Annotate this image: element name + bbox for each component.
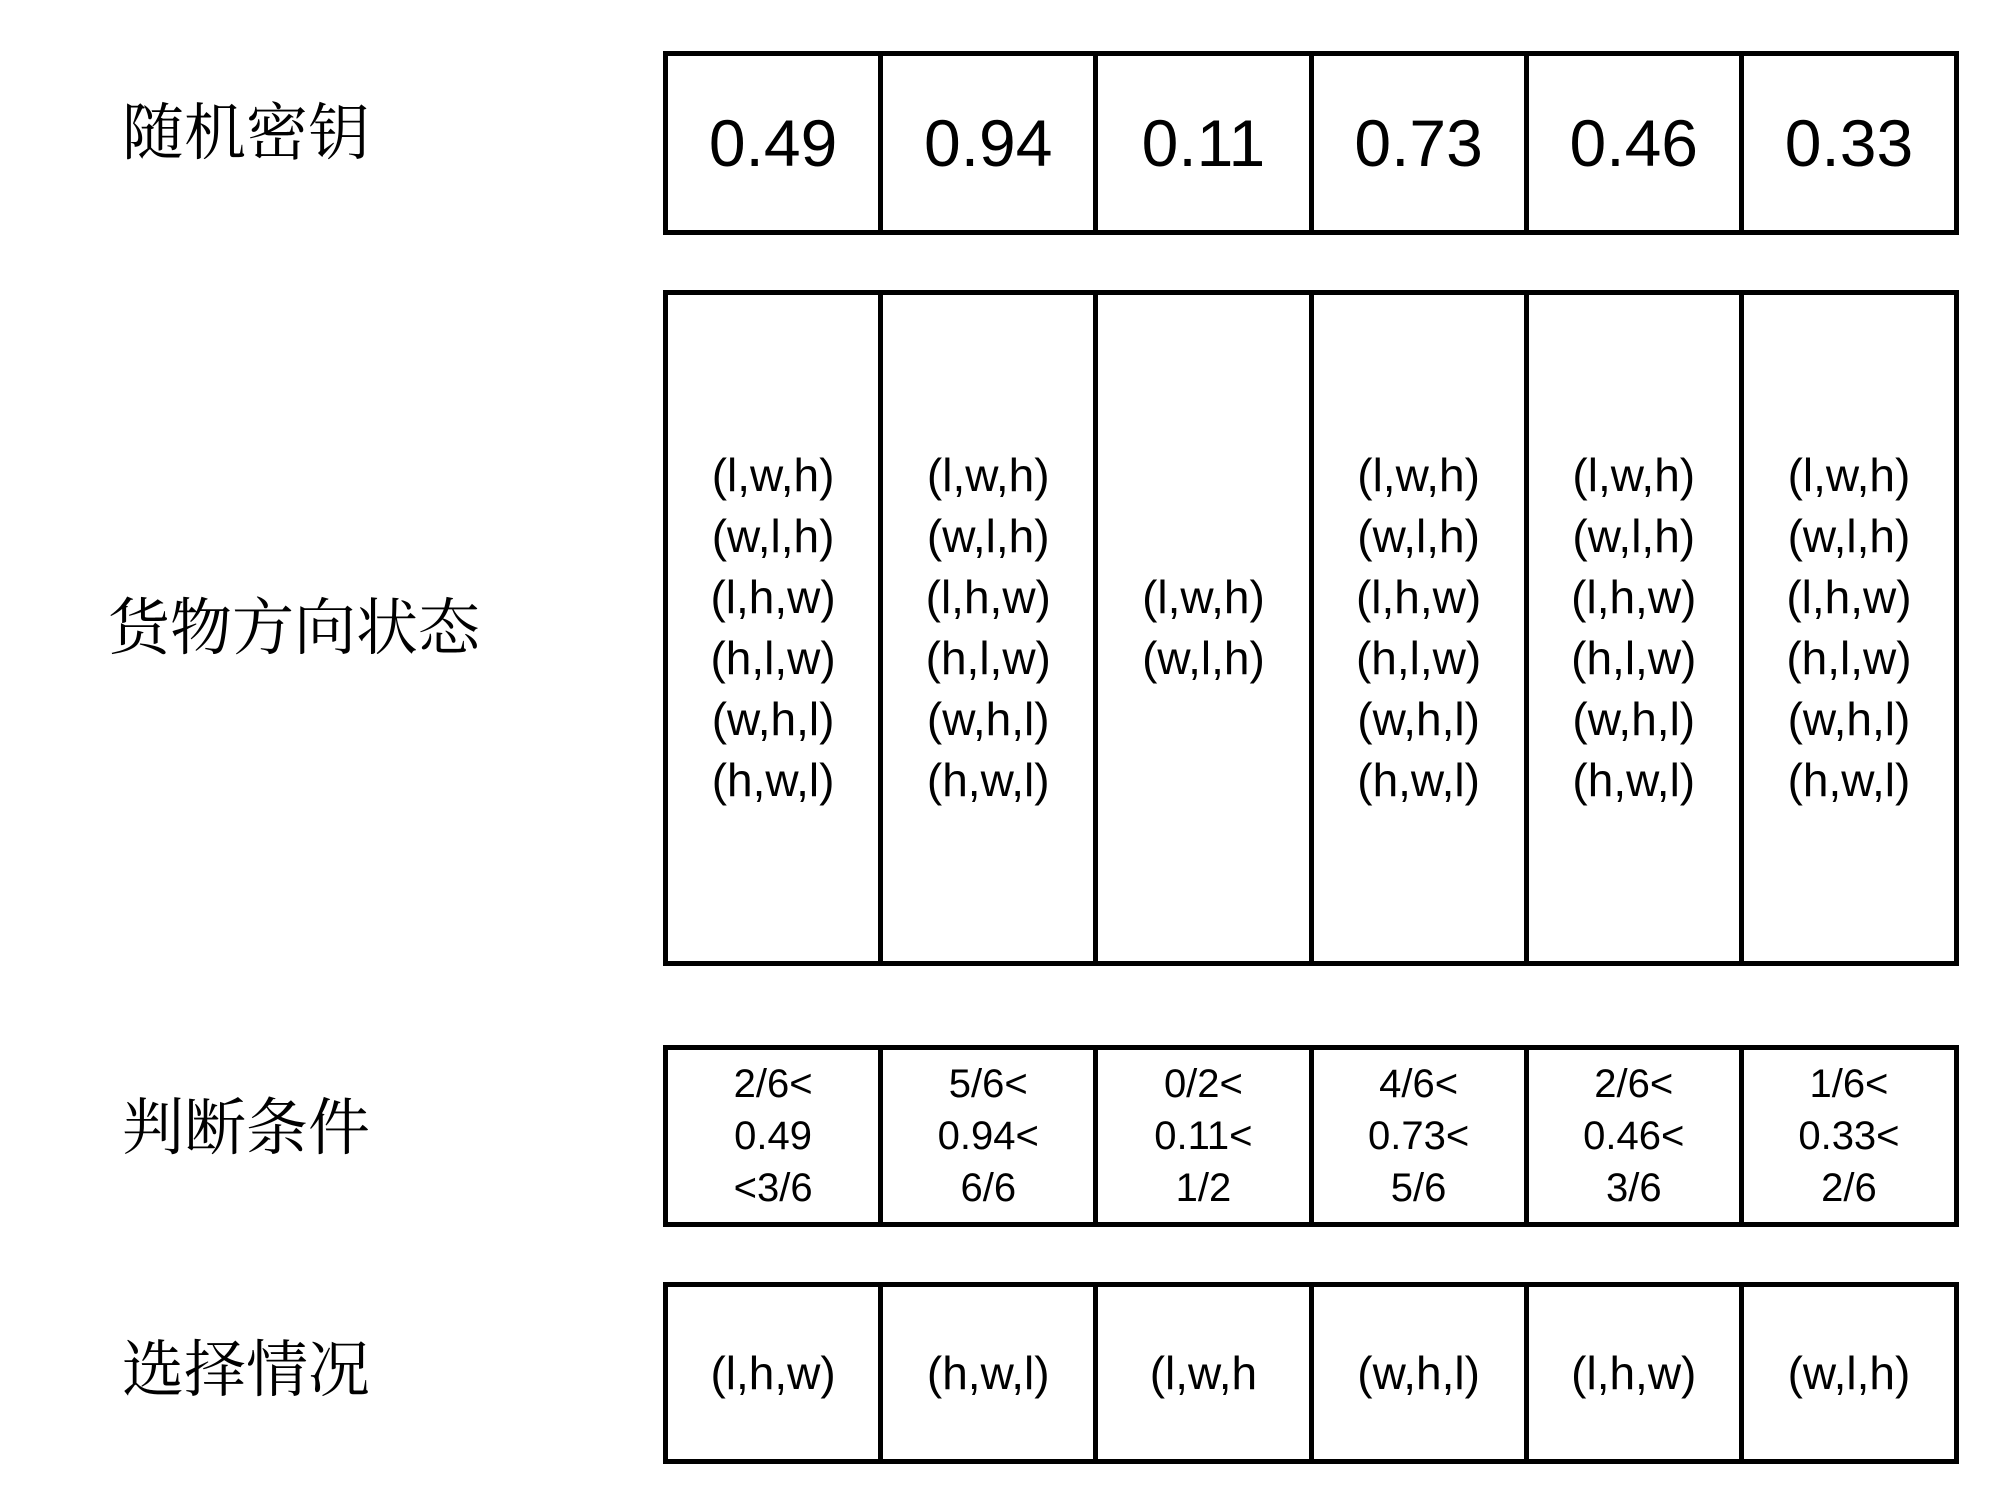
orientation-item: (l,w,h) [1787,449,1911,501]
orientation-item: (h,l,w) [710,632,836,684]
selection-cell: (l,h,w) [663,1282,883,1464]
random-key-cell: 0.73 [1309,51,1529,235]
orientation-item: (h,l,w) [1355,632,1482,684]
orientation-state-row [663,290,1959,966]
orientation-item: (w,l,h) [926,510,1050,562]
condition-cell [878,1045,1098,1227]
orientation-item: (w,l,h) [711,510,835,562]
selection-cell: (w,h,l) [1309,1282,1529,1464]
orientation-item: (l,h,w) [925,571,1051,623]
orientation-item: (l,h,w) [1355,571,1482,623]
selection-label: 选择情况 [122,1333,371,1406]
selection-cell: (w,l,h) [1739,1282,1959,1464]
random-key-cell: 0.49 [663,51,883,235]
orientation-item: (w,l,h) [1787,510,1911,562]
orientation-cell [878,290,1098,966]
condition-label: 判断条件 [122,1091,371,1164]
orientation-item: (l,w,h) [1357,449,1480,501]
condition-cell [1739,1045,1959,1227]
condition-line: 0.46< [1583,1114,1685,1158]
orientation-cell [1093,290,1313,966]
orientation-cell [1309,290,1529,966]
condition-line: 0.94< [937,1114,1039,1158]
condition-line: 2/6< [1594,1062,1674,1106]
orientation-item: (l,w,h) [926,449,1050,501]
condition-line: 0.33< [1798,1114,1900,1158]
condition-line: 4/6< [1379,1062,1459,1106]
condition-line: 6/6 [960,1166,1017,1210]
condition-cell [663,1045,883,1227]
orientation-item: (h,w,l) [1787,754,1911,806]
orientation-item: (l,h,w) [1786,571,1912,623]
condition-line: 5/6 [1390,1166,1447,1210]
orientation-item: (h,l,w) [925,632,1051,684]
condition-row [663,1045,1959,1227]
orientation-item: (w,h,l) [1357,693,1480,745]
condition-cell [1309,1045,1529,1227]
condition-line: 2/6< [733,1062,813,1106]
random-key-cell: 0.94 [878,51,1098,235]
random-key-cell: 0.33 [1739,51,1959,235]
condition-line: 0.73< [1367,1114,1470,1158]
random-key-label: 随机密钥 [122,96,371,169]
condition-cell [1524,1045,1744,1227]
selection-cell: (h,w,l) [878,1282,1098,1464]
random-key-cell: 0.11 [1093,51,1313,235]
orientation-item: (l,h,w) [710,571,836,623]
orientation-item: (w,l,h) [1357,510,1480,562]
selection-cell: (l,h,w) [1524,1282,1744,1464]
orientation-item: (w,l,h) [1572,510,1696,562]
orientation-item: (l,w,h) [1572,449,1696,501]
orientation-state-label: 货物方向状态 [108,591,481,664]
selection-cell: (l,w,h [1093,1282,1313,1464]
condition-line: 0.49 [734,1114,813,1158]
condition-line: 3/6 [1605,1166,1662,1210]
condition-line: <3/6 [733,1166,813,1210]
orientation-item: (l,w,h) [711,449,835,501]
orientation-item: (w,h,l) [926,693,1050,745]
orientation-item: (l,w,h) [1142,571,1265,623]
condition-line: 0/2< [1163,1062,1243,1106]
orientation-item: (w,h,l) [1572,693,1696,745]
orientation-item: (w,h,l) [1787,693,1911,745]
orientation-item: (w,l,h) [1142,632,1265,684]
condition-line: 1/2 [1175,1166,1232,1210]
condition-cell [1093,1045,1313,1227]
orientation-cell [663,290,883,966]
condition-line: 1/6< [1809,1062,1889,1106]
orientation-item: (h,w,l) [711,754,835,806]
random-key-row [663,51,1959,235]
orientation-item: (l,h,w) [1571,571,1697,623]
orientation-item: (h,w,l) [926,754,1050,806]
condition-line: 2/6 [1821,1166,1877,1210]
condition-line: 5/6< [948,1062,1028,1106]
orientation-item: (h,w,l) [1357,754,1480,806]
orientation-item: (w,h,l) [711,693,835,745]
orientation-item: (h,l,w) [1571,632,1697,684]
selection-row [663,1282,1959,1464]
condition-line: 0.11< [1154,1114,1253,1158]
orientation-item: (h,w,l) [1572,754,1696,806]
orientation-item: (h,l,w) [1786,632,1912,684]
random-key-cell: 0.46 [1524,51,1744,235]
orientation-cell [1739,290,1959,966]
orientation-cell [1524,290,1744,966]
